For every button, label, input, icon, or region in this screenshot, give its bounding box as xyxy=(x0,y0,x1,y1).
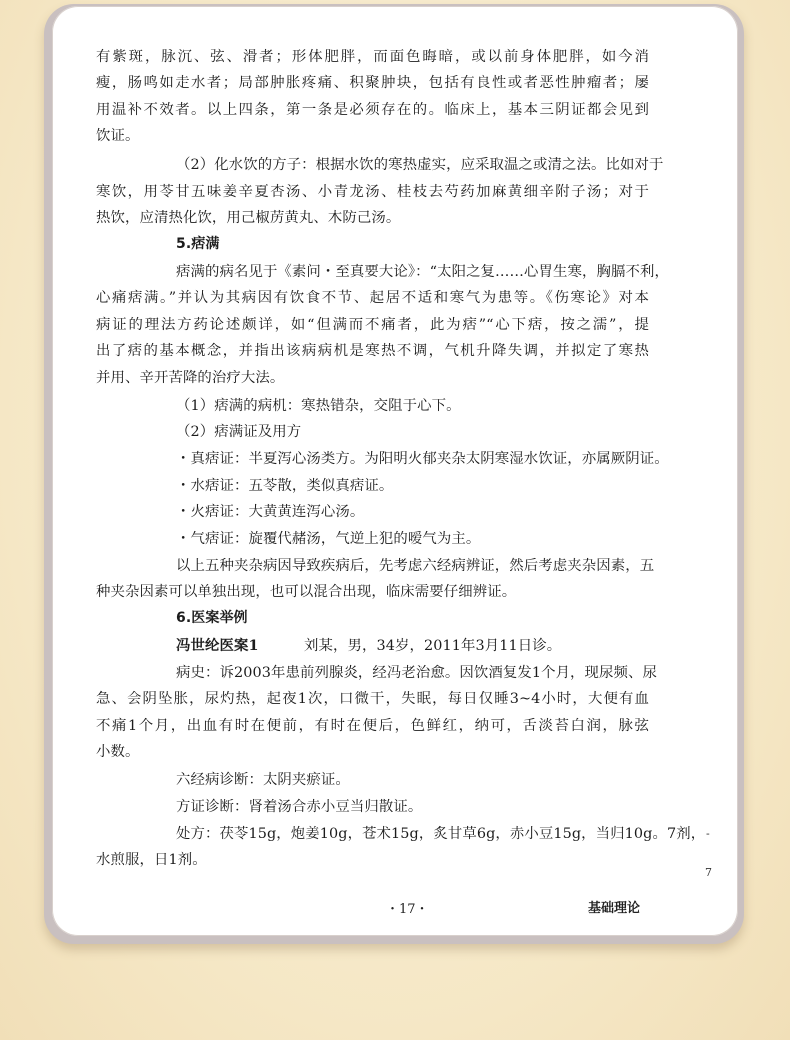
body-line: 有紫斑，脉沉、弦、滑者；形体肥胖，而面色晦暗，或以前身体肥胖，如今消 xyxy=(96,49,649,65)
body-line: 并用、辛开苦降的治疗大法。 xyxy=(96,370,285,386)
body-line: 水煎服，日1剂。 xyxy=(96,852,207,868)
list-item: ・气痞证：旋覆代赭汤，气逆上犯的嗳气为主。 xyxy=(176,531,481,547)
list-item: ・火痞证：大黄黄连泻心汤。 xyxy=(176,504,365,520)
body-line: 方证诊断：肾着汤合赤小豆当归散证。 xyxy=(176,799,423,815)
body-line: 病证的理法方药论述颇详，如“但满而不痛者，此为痞”“心下痞，按之濡”，提 xyxy=(96,317,649,333)
body-line: 处方：茯苓15g，炮姜10g，苍术15g，炙甘草6g，赤小豆15g，当归10g。7剂， xyxy=(176,826,706,842)
body-line: 急、会阴坠胀，尿灼热，起夜1次，口微干，失眠，每日仅睡3~4小时，大便有血 xyxy=(96,691,649,707)
body-line: 以上五种夹杂病因导致疾病后，先考虑六经病辨证，然后考虑夹杂因素，五 xyxy=(176,558,655,574)
body-line: （1）痞满的病机：寒热错杂，交阻于心下。 xyxy=(176,398,461,414)
body-line: 饮证。 xyxy=(96,128,140,144)
body-line: 出了痞的基本概念，并指出该病病机是寒热不调，气机升降失调，并拟定了寒热 xyxy=(96,343,649,359)
body-line: 热饮，应清热化饮，用己椒苈黄丸、木防己汤。 xyxy=(96,210,401,226)
body-line: 用温补不效者。以上四条，第一条是必须存在的。临床上，基本三阴证都会见到 xyxy=(96,102,649,118)
body-line: 痞满的病名见于《素问・至真要大论》：“太阳之复……心胃生寒，胸膈不利， xyxy=(176,264,669,280)
list-item: ・水痞证：五苓散，类似真痞证。 xyxy=(176,478,394,494)
margin-mark: 7 xyxy=(705,866,712,879)
body-line: （2）痞满证及用方 xyxy=(176,424,302,440)
body-line: 刘某，男，34岁，2011年3月11日诊。 xyxy=(304,638,562,654)
body-line: 瘦，肠鸣如走水者；局部肿胀疼痛、积聚肿块，包括有良性或者恶性肿瘤者；屡 xyxy=(96,75,649,91)
margin-mark: - xyxy=(706,827,710,840)
page-number: ・17・ xyxy=(386,902,429,917)
list-item: ・真痞证：半夏泻心汤类方。为阳明火郁夹杂太阴寒湿水饮证，亦属厥阴证。 xyxy=(176,451,669,467)
body-line: 寒饮，用苓甘五味姜辛夏杏汤、小青龙汤、桂枝去芍药加麻黄细辛附子汤；对于 xyxy=(96,184,649,200)
running-footer: 基础理论 xyxy=(588,901,641,916)
body-line: 小数。 xyxy=(96,744,140,760)
body-line: 种夹杂因素可以单独出现，也可以混合出现，临床需要仔细辨证。 xyxy=(96,584,517,600)
case-title: 冯世纶医案1 xyxy=(176,637,259,654)
body-line: （2）化水饮的方子：根据水饮的寒热虚实，应采取温之或清之法。比如对于 xyxy=(176,157,664,173)
body-line: 六经病诊断：太阴夹瘀证。 xyxy=(176,772,350,788)
body-line: 不痛1个月，出血有时在便前，有时在便后，色鲜红，纳可，舌淡苔白润，脉弦 xyxy=(96,718,649,734)
body-line: 病史：诉2003年患前列腺炎，经冯老治愈。因饮酒复发1个月，现尿频、尿 xyxy=(176,665,657,681)
section-heading: 6.医案举例 xyxy=(176,610,248,626)
section-heading: 5.痞满 xyxy=(176,236,220,252)
body-line: 心痛痞满。”并认为其病因有饮食不节、起居不适和寒气为患等。《伤寒论》对本 xyxy=(96,290,649,306)
